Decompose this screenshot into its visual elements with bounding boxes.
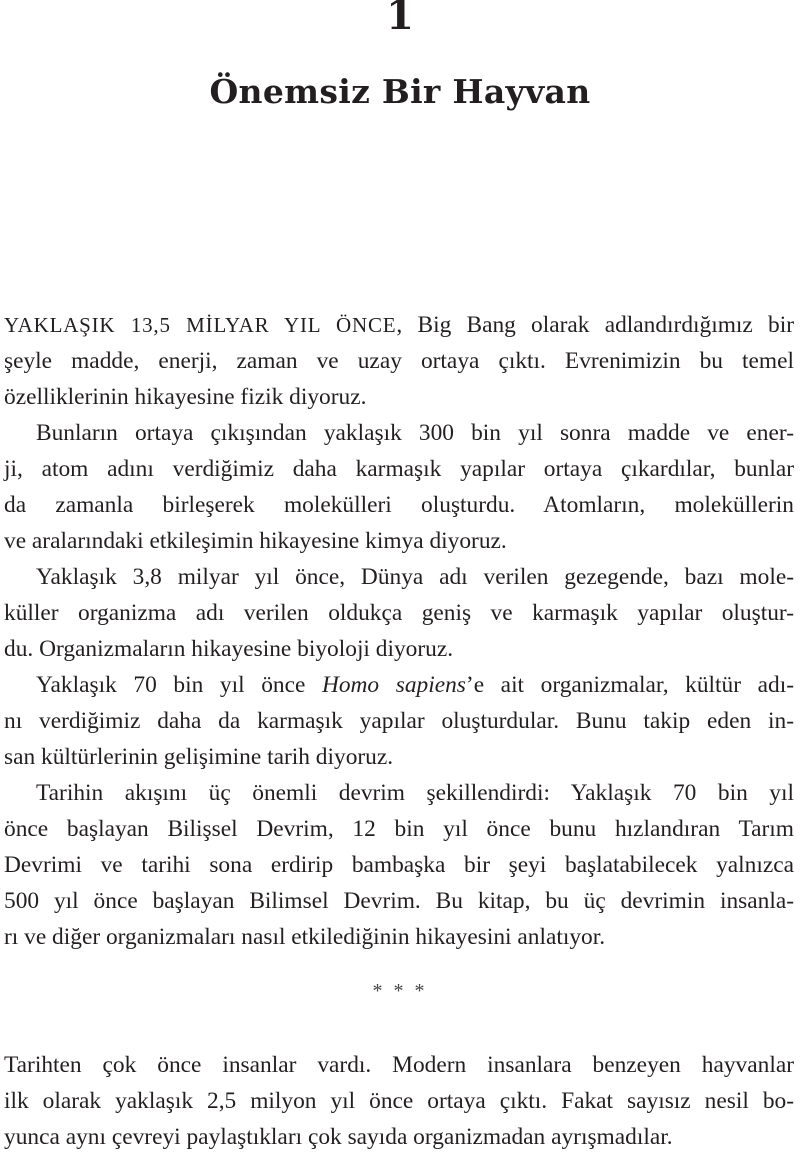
paragraph-line: Bunların ortaya çıkışından yaklaşık 300 bin yıl sonra madde ve ener- <box>36 420 794 446</box>
paragraph-line: ilk olarak yaklaşık 2,5 milyon yıl önce ortaya çıktı. Fakat sayısız nesil bo- <box>4 1088 794 1114</box>
section-2-body <box>4 1047 794 1155</box>
paragraph-line: nı verdiğimiz daha da karmaşık yapılar oluşturdular. Bunu takip eden in- <box>4 708 794 734</box>
opening-small-caps: YAKLAŞIK 13,5 MİLYAR YIL ÖNCE <box>4 313 397 337</box>
paragraph-line: Tarihin akışını üç önemli devrim şekillendirdi: Yaklaşık 70 bin yıl <box>36 780 794 806</box>
paragraph-line: önce başlayan Bilişsel Devrim, 12 bin yıl önce bunu hızlandıran Tarım <box>4 816 794 842</box>
paragraph-line: ve aralarındaki etkileşimin hikayesine kimya diyoruz. <box>4 528 507 554</box>
paragraph-line: 500 yıl önce başlayan Bilimsel Devrim. Bu kitap, bu üç devrimin insanla- <box>4 888 794 914</box>
paragraph-line: şeyle madde, enerji, zaman ve uzay ortaya çıktı. Evrenimizin bu temel <box>4 348 794 374</box>
paragraph-line: yunca aynı çevreyi paylaştıkları çok sayıda organizmadan ayrışmadılar. <box>4 1124 673 1150</box>
paragraph-line: da zamanla birleşerek molekülleri oluşturdu. Atomların, moleküllerin <box>4 492 794 518</box>
italic-species-name: Homo sapiens <box>321 672 466 698</box>
paragraph-line: du. Organizmaların hikayesine biyoloji diyoruz. <box>4 636 454 662</box>
paragraph-line: YAKLAŞIK 13,5 MİLYAR YIL ÖNCE, Big Bang olarak adlandırdığımız bir <box>4 312 795 338</box>
paragraph-line: ji, atom adını verdiğimiz daha karmaşık yapılar ortaya çıkardılar, bunlar <box>4 456 794 482</box>
section-1-body <box>4 307 794 955</box>
paragraph-line: Yaklaşık 3,8 milyar yıl önce, Dünya adı verilen gezegende, bazı mole- <box>36 564 794 590</box>
chapter-title: Önemsiz Bir Hayvan <box>209 72 591 111</box>
paragraph-line: rı ve diğer organizmaları nasıl etkilediğinin hikayesini anlatıyor. <box>4 924 606 950</box>
paragraph-line: özelliklerinin hikayesine fizik diyoruz. <box>4 384 367 410</box>
section-separator: * * * <box>372 980 428 1002</box>
paragraph-line: Devrimi ve tarihi sona erdirip bambaşka bir şeyi başlatabilecek yalnızca <box>4 852 794 878</box>
paragraph-line: Yaklaşık 70 bin yıl önce Homo sapiens’e ait organizmalar, kültür adı- <box>36 672 794 698</box>
paragraph-line: Tarihten çok önce insanlar vardı. Modern insanlara benzeyen hayvanlar <box>4 1052 794 1078</box>
chapter-number: 1 <box>386 0 414 39</box>
paragraph-line: san kültürlerinin gelişimine tarih diyoruz. <box>4 744 394 770</box>
paragraph-line: küller organizma adı verilen oldukça geniş ve karmaşık yapılar oluştur- <box>4 600 794 626</box>
